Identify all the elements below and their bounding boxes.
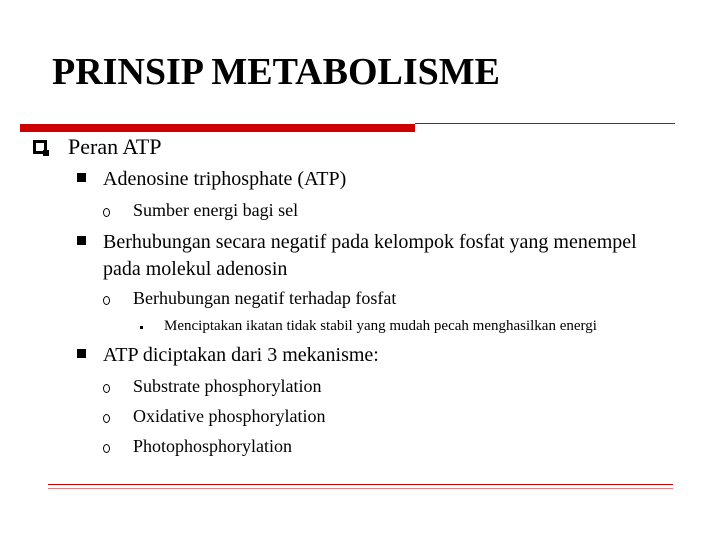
footer-rule-secondary [48,488,673,489]
footer-rule [48,484,673,485]
dot-bullet-icon [140,326,143,329]
square-bullet-icon [77,349,86,358]
bullet-berhubungan-line1: Berhubungan secara negatif pada kelompok fosfat yang menempel [103,231,637,253]
bullet-peran-atp: Peran ATP [68,134,162,159]
bullet-atp-diciptakan: ATP diciptakan dari 3 mekanisme: [103,344,379,366]
checkbox-bullet-icon [33,140,47,154]
circle-bullet-icon [103,444,110,453]
circle-bullet-icon [103,208,110,217]
square-bullet-icon [77,236,86,245]
bullet-berhubungan-negatif: Berhubungan negatif terhadap fosfat [133,288,397,308]
title-underline-thin [415,123,675,124]
bullet-menciptakan: Menciptakan ikatan tidak stabil yang mudah pecah menghasilkan energi [164,318,597,334]
title-underline-thick [20,124,415,132]
bullet-substrate: Substrate phosphorylation [133,376,322,396]
bullet-sumber-energi: Sumber energi bagi sel [133,200,299,220]
circle-bullet-icon [103,384,110,393]
slide-title: PRINSIP METABOLISME [52,51,500,93]
circle-bullet-icon [103,296,110,305]
bullet-oxidative: Oxidative phosphorylation [133,406,326,426]
circle-bullet-icon [103,414,110,423]
bullet-berhubungan-line2: pada molekul adenosin [103,258,288,280]
bullet-photo: Photophosphorylation [133,436,293,456]
square-bullet-icon [77,173,86,182]
bullet-adenosine: Adenosine triphosphate (ATP) [103,168,347,190]
